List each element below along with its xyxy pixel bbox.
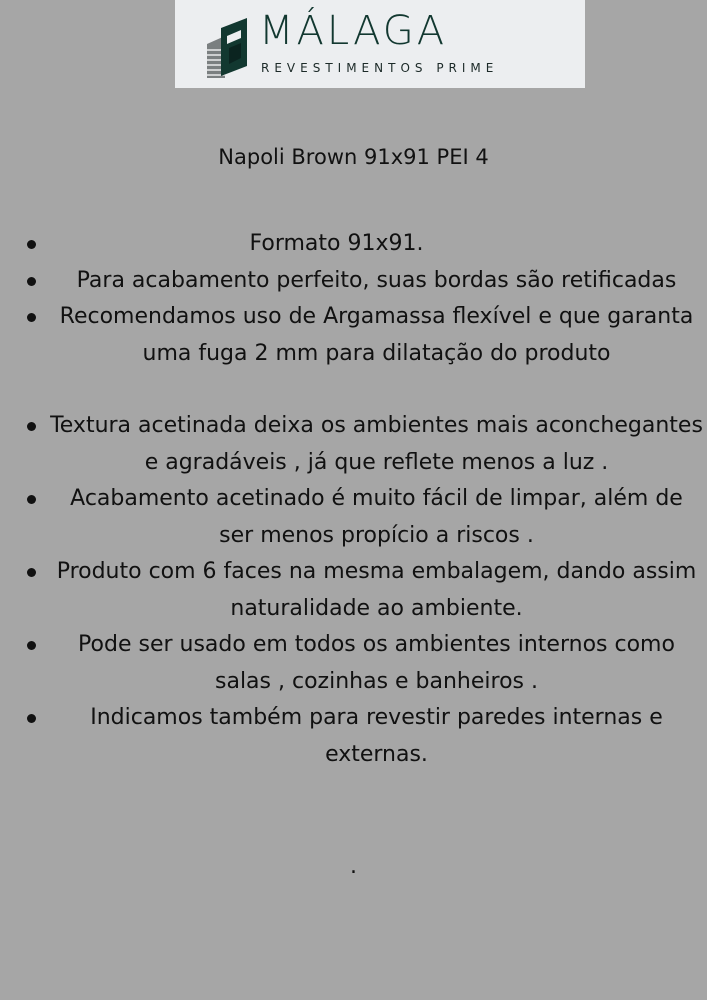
bullet-icon [27, 641, 36, 650]
trailing-text: . [350, 854, 357, 879]
bullet-icon [27, 495, 36, 504]
feature-item [0, 226, 707, 263]
feature-text: Produto com 6 faces na mesma embalagem, dando assim naturalidade ao ambiente. [56, 559, 697, 621]
feature-text: Pode ser usado em todos os ambientes internos como salas , cozinhas e banheiros . [78, 632, 675, 694]
feature-item [0, 627, 707, 700]
malaga-logo-icon [203, 18, 249, 80]
product-title: Napoli Brown 91x91 PEI 4 [218, 145, 489, 169]
feature-text: Formato 91x91. [249, 231, 424, 256]
bullet-icon [27, 277, 36, 286]
feature-text: Indicamos também para revestir paredes internas e externas. [90, 705, 663, 767]
feature-list [0, 226, 707, 773]
brand-tagline: REVESTIMENTOS PRIME [261, 61, 499, 75]
bullet-icon [27, 568, 36, 577]
feature-text: Acabamento acetinado é muito fácil de limpar, além de ser menos propício a riscos . [70, 486, 683, 548]
feature-item [0, 408, 707, 481]
bullet-icon [27, 714, 36, 723]
feature-item [0, 263, 707, 300]
feature-text: Textura acetinada deixa os ambientes mais aconchegantes e agradáveis , já que reflete menos a luz . [50, 413, 703, 475]
feature-item [0, 554, 707, 627]
feature-text: Para acabamento perfeito, suas bordas são retificadas [76, 267, 677, 293]
brand-logo [175, 0, 585, 88]
bullet-icon [27, 313, 36, 322]
feature-item [0, 299, 707, 372]
bullet-icon [27, 240, 36, 249]
feature-item [0, 700, 707, 773]
bullet-icon [27, 422, 36, 431]
brand-name: MÁLAGA [259, 8, 448, 54]
feature-item [0, 481, 707, 554]
feature-text: Recomendamos uso de Argamassa flexível e que garanta uma fuga 2 mm para dilatação do produto [59, 304, 694, 366]
